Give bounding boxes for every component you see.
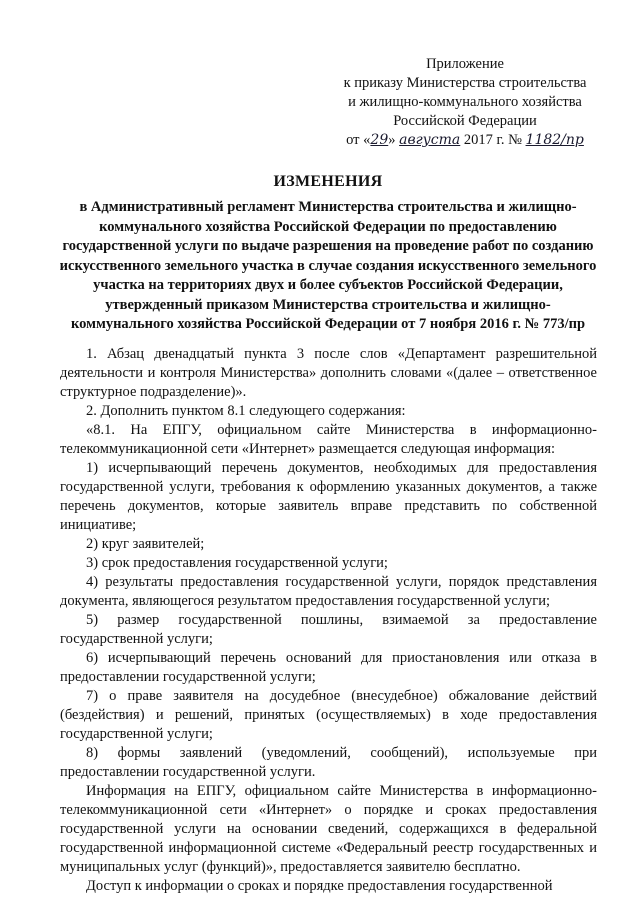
paragraph: 6) исчерпывающий перечень оснований для приостановления или отказа в предоставлении государственной услуги; [60, 650, 597, 685]
appendix-line: Приложение [426, 56, 504, 72]
appendix-line: и жилищно-коммунального хозяйства [348, 94, 582, 110]
date-mid: » [388, 132, 400, 148]
document-title [58, 172, 598, 335]
paragraph: 5) размер государственной пошлины, взимаемой за предоставление государственной услуги; [60, 612, 597, 647]
paragraph: Информация на ЕПГУ, официальном сайте Министерства в информационно-телекоммуникационной сети «Интернет» о порядке и сроках предоставления государственной услуги на основании сведений, содержащихся в федеральной государственной информационной системе «Федеральный реестр государственных и муниципальных услуг (функций)», предоставляется заявителю бесплатно. [60, 783, 597, 875]
paragraph: 8) формы заявлений (уведомлений, сообщений), используемые при предоставлении государственной услуги. [60, 745, 597, 780]
appendix-header [330, 55, 600, 150]
paragraph: 2. Дополнить пунктом 8.1 следующего содержания: [86, 403, 406, 419]
paragraph: 3) срок предоставления государственной услуги; [86, 555, 388, 571]
appendix-line: Российской Федерации [393, 113, 537, 129]
paragraph: «8.1. На ЕПГУ, официальном сайте Министерства в информационно-телекоммуникационной сети «Интернет» размещается следующая информация: [60, 422, 597, 457]
paragraph: 4) результаты предоставления государственной услуги, порядок представления документа, являющегося результатом предоставления государственной услуги; [60, 574, 597, 609]
handwritten-month: августа [399, 132, 461, 148]
handwritten-day: 29 [370, 132, 389, 148]
document-body [60, 345, 597, 896]
handwritten-order-number: 1182/пр [525, 132, 584, 148]
order-date-line [330, 131, 600, 150]
title-heading: ИЗМЕНЕНИЯ [273, 173, 383, 190]
title-subtitle: в Административный регламент Министерства строительства и жилищно-коммунального хозяйства Российской Федерации по предоставлению государственной услуги по выдаче разрешения на проведение работ по созданию искусственного земельного участка в случае создания искусственного земельного участка на территориях двух и более субъектов Российской Федерации, утвержденный приказом Министерства строительства и жилищно-коммунального хозяйства Российской Федерации от 7 ноября 2016 г. № 773/пр [59, 199, 597, 332]
paragraph: 2) круг заявителей; [86, 536, 205, 552]
year-text: 2017 г. № [460, 132, 526, 148]
date-prefix: от « [346, 132, 371, 148]
paragraph: 1. Абзац двенадцатый пункта 3 после слов «Департамент разрешительной деятельности и контроля Министерства» дополнить словами «(далее – ответственное структурное подразделение)». [60, 346, 597, 400]
paragraph: 7) о праве заявителя на досудебное (внесудебное) обжалование действий (бездействия) и решений, принятых (осуществляемых) в ходе предоставления государственной услуги; [60, 688, 597, 742]
appendix-line: к приказу Министерства строительства [343, 75, 587, 91]
paragraph: 1) исчерпывающий перечень документов, необходимых для предоставления государственной услуги, требования к оформлению указанных документов, а также перечень документов, которые заявитель вправе представить по собственной инициативе; [60, 460, 597, 533]
paragraph: Доступ к информации о сроках и порядке предоставления государственной [86, 878, 553, 894]
